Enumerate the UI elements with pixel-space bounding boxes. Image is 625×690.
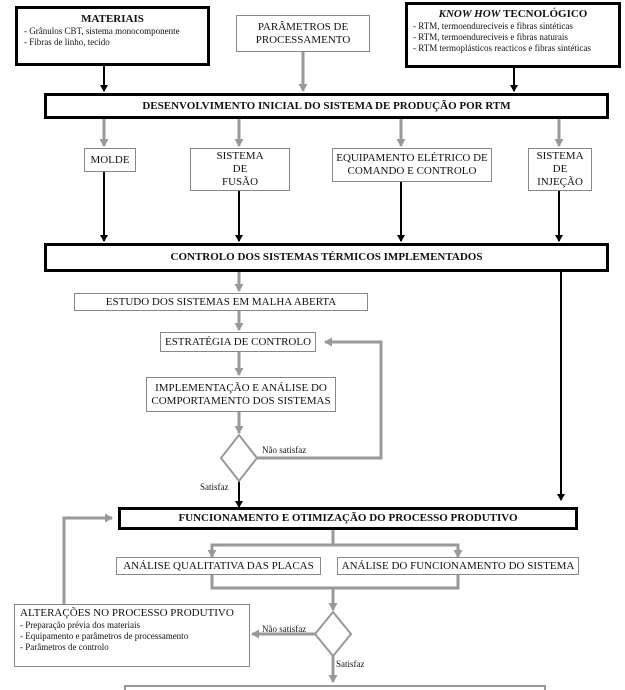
decision-diamond-2 — [315, 612, 351, 656]
desenvolvimento-box — [44, 93, 609, 119]
materiais-box — [15, 6, 210, 66]
alteracoes-item: - Parâmetros de controlo — [20, 642, 109, 652]
funcionamento-label: FUNCIONAMENTO E OTIMIZAÇÃO DO PROCESSO PRODUTIVO — [178, 512, 518, 524]
desenvolvimento-label: DESENVOLVIMENTO INICIAL DO SISTEMA DE PRODUÇÃO POR RTM — [142, 99, 511, 112]
controlo-label: CONTROLO DOS SISTEMAS TÉRMICOS IMPLEMENTADOS — [170, 251, 483, 263]
implementacao-line1: IMPLEMENTAÇÃO E ANÁLISE DO — [155, 381, 327, 394]
knowhow-item: - RTM, termoendurecíveis e fibras naturais — [413, 32, 568, 42]
implementacao-box — [146, 377, 336, 412]
estudo-label: ESTUDO DOS SISTEMAS EM MALHA ABERTA — [105, 295, 337, 308]
molde-box — [84, 148, 136, 172]
estudo-box — [74, 293, 368, 311]
analise-placas-label: ANÁLISE QUALITATIVA DAS PLACAS — [123, 559, 314, 572]
parametros-line2: PROCESSAMENTO — [255, 33, 351, 46]
analise-sistema-box — [337, 557, 579, 575]
alteracoes-box — [14, 604, 250, 667]
materiais-item: - Fibras de linho, tecido — [24, 37, 110, 47]
alteracoes-item: - Preparação prévia dos materiais — [20, 620, 140, 630]
equipamento-box — [332, 148, 492, 182]
parametros-box — [236, 15, 370, 52]
materiais-title: MATERIAIS — [81, 13, 144, 25]
nao-satisfaz-label-1: Não satisfaz — [262, 445, 307, 455]
alteracoes-title: ALTERAÇÕES NO PROCESSO PRODUTIVO — [20, 607, 234, 619]
controlo-box — [44, 243, 609, 272]
fusao-box — [190, 148, 290, 191]
bottom-cutoff-box — [125, 686, 545, 690]
injecao-line1: SISTEMA — [536, 150, 584, 162]
fusao-line2: DE — [232, 163, 248, 175]
satisfaz-label-1: Satisfaz — [200, 482, 229, 492]
injecao-line3: INJEÇÃO — [537, 176, 583, 188]
equipamento-line1: EQUIPAMENTO ELÉTRICO DE — [336, 152, 488, 164]
estrategia-label: ESTRATÉGIA DE CONTROLO — [164, 335, 312, 348]
knowhow-title — [413, 8, 613, 21]
injecao-box — [528, 148, 592, 191]
analise-placas-box — [116, 557, 321, 575]
estrategia-box — [160, 332, 316, 352]
nao-satisfaz-label-2: Não satisfaz — [262, 624, 307, 634]
decision-diamond-1 — [221, 435, 257, 481]
knowhow-item: - RTM, termoendurecíveis e fibras sintéticas — [413, 21, 573, 31]
alteracoes-item: - Equipamento e parâmetros de processamento — [20, 631, 189, 641]
knowhow-title-italic: KNOW HOW — [438, 8, 501, 20]
injecao-line2: DE — [552, 163, 568, 175]
funcionamento-box — [118, 507, 578, 530]
materiais-item: - Grânulos CBT, sistema monocomponente — [24, 26, 180, 36]
implementacao-line2: COMPORTAMENTO DOS SISTEMAS — [151, 394, 331, 407]
satisfaz-label-2: Satisfaz — [336, 659, 365, 669]
fusao-line3: FUSÃO — [221, 176, 259, 188]
fusao-line1: SISTEMA — [216, 150, 264, 162]
knowhow-item: - RTM termoplásticos reacticos e fibras sintéticas — [413, 43, 591, 53]
knowhow-title-rest: TECNOLÓGICO — [500, 8, 588, 20]
analise-sistema-label: ANÁLISE DO FUNCIONAMENTO DO SISTEMA — [341, 559, 575, 572]
equipamento-line2: COMANDO E CONTROLO — [347, 165, 477, 177]
knowhow-box — [405, 2, 621, 68]
molde-label: MOLDE — [90, 153, 130, 166]
parametros-line1: PARÂMETROS DE — [257, 20, 349, 33]
